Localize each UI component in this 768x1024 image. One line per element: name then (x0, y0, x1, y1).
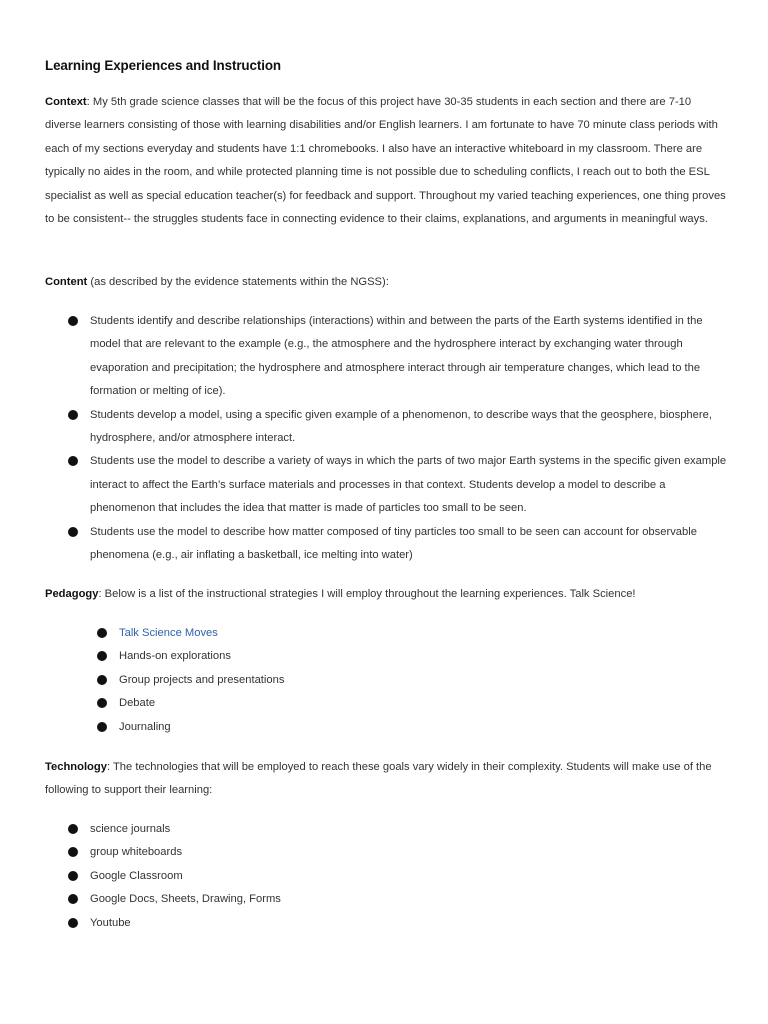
list-item: Google Classroom (68, 865, 468, 888)
list-item: group whiteboards (68, 841, 468, 864)
bullet-icon (68, 824, 78, 834)
pedagogy-text: : Below is a list of the instructional strategies I will employ throughout the learning experiences. Talk Science! (98, 588, 636, 600)
technology-text: : The technologies that will be employed to reach these goals vary widely in their complexity. Students will make use of the following to support their learning: (45, 761, 712, 797)
bullet-icon (68, 316, 78, 326)
talk-science-moves-link[interactable]: Talk Science Moves (119, 627, 218, 639)
bullet-icon (68, 894, 78, 904)
content-text: (as described by the evidence statements within the NGSS): (87, 276, 389, 288)
bullet-icon (68, 456, 78, 466)
bullet-icon (97, 651, 107, 661)
list-item: Students identify and describe relationships (interactions) within and between the parts of the Earth systems identified in the model that are relevant to the example (e.g., the atmosphere and the hydrosphere interact by exchanging water through evaporation and precipitation; the hydrosphere and atmosphere interact through air temperature changes, which lead to the formation or melting of ice). (68, 310, 728, 404)
bullet-icon (68, 918, 78, 928)
bullet-icon (97, 628, 107, 638)
technology-label: Technology (45, 761, 107, 773)
bullet-icon (97, 722, 107, 732)
list-item: Hands-on explorations (97, 645, 497, 668)
context-text: : My 5th grade science classes that will be the focus of this project have 30-35 students in each section and there are 7-10 diverse learners consisting of those with learning disabilities and/or English learners. I am fortunate to have 70 minute class periods with each of my sections everyday and students have 1:1 chromebooks. I also have an interactive whiteboard in my classroom. There are typically no aides in the room, and while protected planning time is not possible due to scheduling conflicts, I reach out to both the ESL specialist as well as special education teacher(s) for feedback and support. Throughout my varied teaching experiences, one thing proves to be consistent-- the struggles students face in connecting evidence to their claims, explanations, and arguments in meaningful ways. (45, 96, 726, 226)
list-item: Google Docs, Sheets, Drawing, Forms (68, 888, 468, 911)
pedagogy-list (97, 622, 497, 739)
pedagogy-paragraph (45, 583, 730, 606)
list-item: science journals (68, 818, 468, 841)
page-title: Learning Experiences and Instruction (45, 58, 281, 73)
bullet-icon (68, 527, 78, 537)
content-paragraph (45, 271, 730, 294)
list-item: Students use the model to describe how matter composed of tiny particles too small to be seen can account for observable phenomena (e.g., air inflating a basketball, ice melting into water) (68, 521, 728, 568)
context-label: Context (45, 96, 87, 108)
list-item: Youtube (68, 912, 468, 935)
bullet-icon (97, 675, 107, 685)
technology-paragraph (45, 756, 730, 803)
pedagogy-label: Pedagogy (45, 588, 99, 600)
list-item: Students use the model to describe a variety of ways in which the parts of two major Earth systems in the specific given example interact to affect the Earth’s surface materials and processes in that context. Students develop a model to describe a phenomenon that includes the idea that matter is made of particles too small to be seen. (68, 450, 728, 520)
list-item: Students develop a model, using a specific given example of a phenomenon, to describe ways that the geosphere, biosphere, hydrosphere, and/or atmosphere interact. (68, 404, 728, 451)
content-label: Content (45, 276, 88, 288)
content-list (68, 310, 728, 567)
technology-list (68, 818, 468, 935)
list-item (97, 622, 497, 645)
context-paragraph (45, 91, 730, 231)
bullet-icon (97, 698, 107, 708)
list-item: Journaling (97, 716, 497, 739)
bullet-icon (68, 871, 78, 881)
list-item: Debate (97, 692, 497, 715)
bullet-icon (68, 410, 78, 420)
bullet-icon (68, 847, 78, 857)
list-item: Group projects and presentations (97, 669, 497, 692)
